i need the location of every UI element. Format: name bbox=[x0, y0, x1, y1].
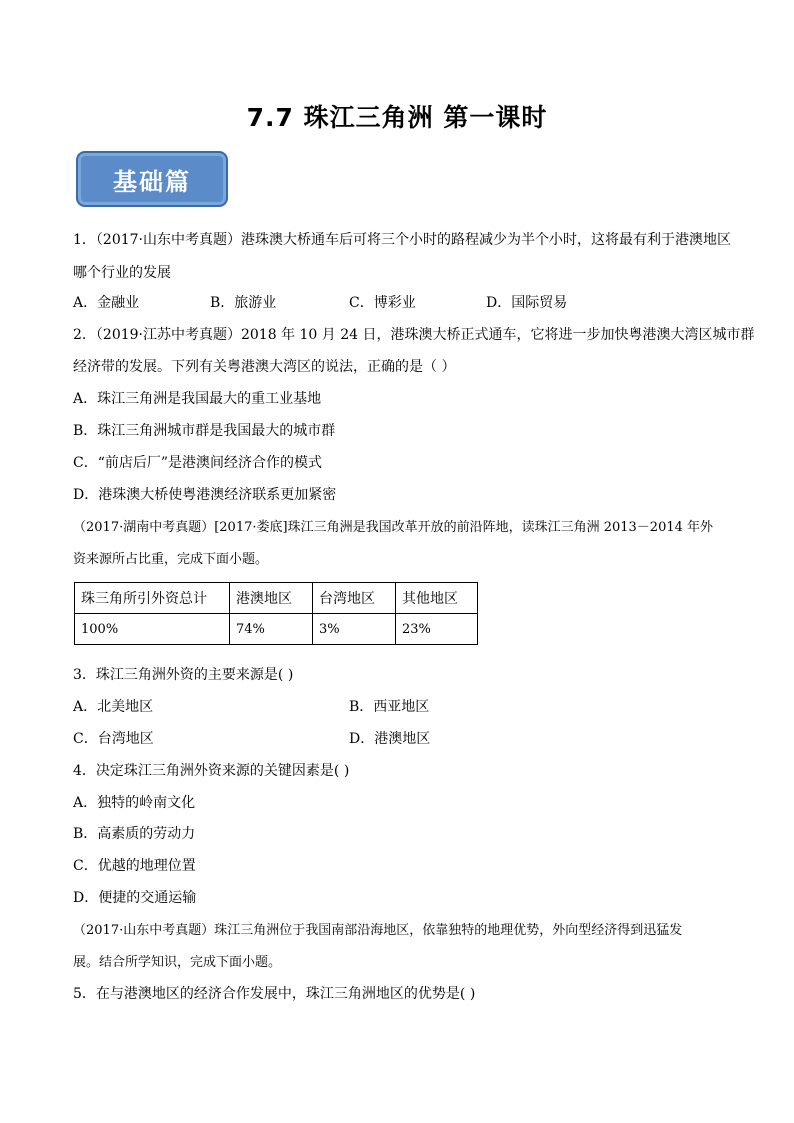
page-title: 7.7 珠江三角洲 第一课时 bbox=[246, 103, 548, 132]
section-badge-label: 基础篇 bbox=[113, 167, 191, 196]
question-3-option-c: C．台湾地区 bbox=[73, 731, 154, 747]
table-cell: 74% bbox=[230, 614, 313, 645]
question-2-line-1: 2．（2019·江苏中考真题）2018 年 10 月 24 日，港珠澳大桥正式通车，它将进一步加快粤港澳大湾区城市群 bbox=[73, 327, 755, 343]
question-4-stem: 4．决定珠江三角洲外资来源的关键因素是( ) bbox=[73, 763, 350, 779]
question-1-option-b: B．旅游业 bbox=[210, 295, 277, 311]
table-header-cell: 台湾地区 bbox=[313, 583, 396, 614]
question-1-line-2: 哪个行业的发展 bbox=[73, 265, 171, 281]
question-2-option-d: D．港珠澳大桥使粤港澳经济联系更加紧密 bbox=[73, 487, 337, 503]
passage-2-line-1: （2017·山东中考真题）珠江三角洲位于我国南部沿海地区，依靠独特的地理优势，外向型经济得到迅猛发 bbox=[73, 923, 683, 938]
foreign-investment-table bbox=[74, 582, 478, 645]
passage-2-line-2: 展。结合所学知识，完成下面小题。 bbox=[73, 955, 282, 970]
table-cell: 3% bbox=[313, 614, 396, 645]
table-cell: 100% bbox=[75, 614, 230, 645]
table-header-row bbox=[75, 583, 478, 614]
question-3-option-b: B．西亚地区 bbox=[349, 699, 430, 715]
question-3-option-d: D．港澳地区 bbox=[349, 731, 431, 747]
question-2-line-2: 经济带的发展。下列有关粤港澳大湾区的说法，正确的是（ ） bbox=[73, 359, 456, 375]
question-1-option-a: A．金融业 bbox=[73, 295, 140, 311]
question-1-option-c: C．博彩业 bbox=[349, 295, 416, 311]
question-2-option-b: B．珠江三角洲城市群是我国最大的城市群 bbox=[73, 423, 336, 439]
question-4-option-a: A．独特的岭南文化 bbox=[73, 795, 196, 811]
question-2-option-c: C．“前店后厂”是港澳间经济合作的模式 bbox=[73, 455, 323, 471]
passage-1-line-1: （2017·湖南中考真题）[2017·娄底]珠江三角洲是我国改革开放的前沿阵地，读珠江三角洲 2013－2014 年外 bbox=[73, 520, 714, 535]
table-header-cell: 港澳地区 bbox=[230, 583, 313, 614]
table-cell: 23% bbox=[396, 614, 478, 645]
passage-1-line-2: 资来源所占比重，完成下面小题。 bbox=[73, 552, 269, 567]
table-header-cell: 珠三角所引外资总计 bbox=[75, 583, 230, 614]
question-1-line-1: 1．（2017·山东中考真题）港珠澳大桥通车后可将三个小时的路程减少为半个小时，这将最有利于港澳地区 bbox=[73, 232, 731, 248]
question-4-option-d: D．便捷的交通运输 bbox=[73, 890, 197, 906]
question-3-option-a: A．北美地区 bbox=[73, 699, 154, 715]
question-1-option-d: D．国际贸易 bbox=[486, 295, 568, 311]
question-4-option-b: B．高素质的劳动力 bbox=[73, 826, 196, 842]
question-3-stem: 3．珠江三角洲外资的主要来源是( ) bbox=[73, 667, 294, 683]
table-header-cell: 其他地区 bbox=[396, 583, 478, 614]
question-4-option-c: C．优越的地理位置 bbox=[73, 858, 196, 874]
table-row bbox=[75, 614, 478, 645]
section-badge bbox=[76, 151, 228, 207]
question-5-stem: 5．在与港澳地区的经济合作发展中，珠江三角洲地区的优势是( ) bbox=[73, 986, 476, 1002]
question-2-option-a: A．珠江三角洲是我国最大的重工业基地 bbox=[73, 391, 322, 407]
